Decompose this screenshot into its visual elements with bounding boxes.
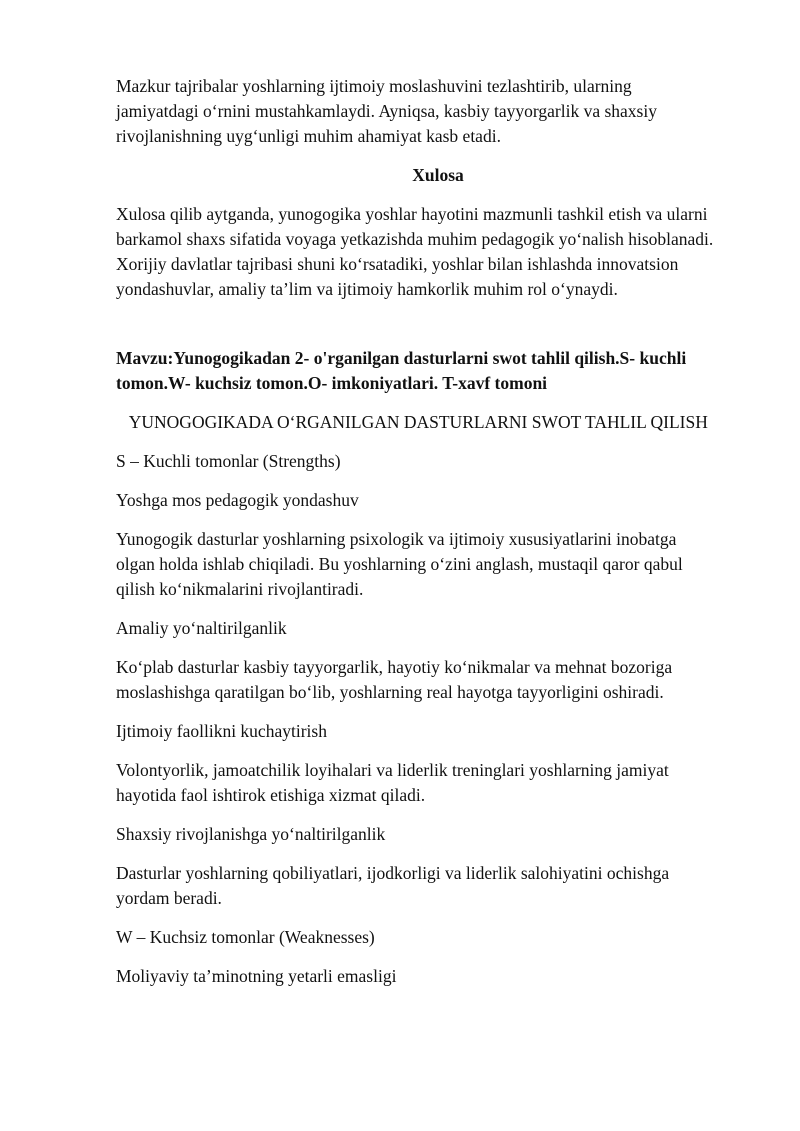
strength-4-title: Shaxsiy rivojlanishga yo‘naltirilganlik xyxy=(116,824,386,844)
strengths-heading: S – Kuchli tomonlar (Strengths) xyxy=(116,451,341,471)
conclusion-heading: Xulosa xyxy=(412,165,464,185)
swot-title-text: YUNOGOGIKADA O‘RGANILGAN DASTURLARNI SWOT TAHLIL QILISH xyxy=(128,412,708,432)
intro-paragraph: Mazkur tajribalar yoshlarning ijtimoiy moslashuvini tezlashtirib, ularning jamiyatdagi o‘rnini mustahkamlaydi. Ayniqsa, kasbiy tayyorgarlik va shaxsiy rivojlanishning uyg‘unligi muhim ahamiyat kasb etadi. xyxy=(116,76,657,146)
strength-2-text: Ko‘plab dasturlar kasbiy tayyorgarlik, hayotiy ko‘nikmalar va mehnat bozoriga moslashishga qaratilgan bo‘lib, yoshlarning real hayotga tayyorligini oshiradi. xyxy=(116,657,673,702)
strength-2-title: Amaliy yo‘naltirilganlik xyxy=(116,618,287,638)
strength-1-title: Yoshga mos pedagogik yondashuv xyxy=(116,490,359,510)
strength-4-text: Dasturlar yoshlarning qobiliyatlari, ijodkorligi va liderlik salohiyatini ochishga yordam beradi. xyxy=(116,863,670,908)
topic-line: Mavzu:Yunogogikadan 2- o'rganilgan dasturlarni swot tahlil qilish.S- kuchli tomon.W- kuchsiz tomon.O- imkoniyatlari. T-xavf tomoni xyxy=(116,348,687,393)
weaknesses-heading: W – Kuchsiz tomonlar (Weaknesses) xyxy=(116,927,375,947)
strength-3-title: Ijtimoiy faollikni kuchaytirish xyxy=(116,721,327,741)
strength-3-text: Volontyorlik, jamoatchilik loyihalari va liderlik treninglari yoshlarning jamiyat hayotida faol ishtirok etishiga xizmat qiladi. xyxy=(116,760,669,805)
weakness-1-title: Moliyaviy ta’minotning yetarli emasligi xyxy=(116,966,397,986)
swot-title xyxy=(116,410,716,435)
conclusion-paragraph: Xulosa qilib aytganda, yunogogika yoshlar hayotini mazmunli tashkil etish va ularni barkamol shaxs sifatida voyaga yetkazishda muhim pedagogik yo‘nalish hisoblanadi. Xorijiy davlatlar tajribasi shuni ko‘rsatadiki, yoshlar bilan ishlashda innovatsion yondashuvlar, amaliy ta’lim va ijtimoiy hamkorlik muhim rol o‘ynaydi. xyxy=(116,204,714,299)
strength-1-text: Yunogogik dasturlar yoshlarning psixologik va ijtimoiy xususiyatlarini inobatga olgan holda ishlab chiqiladi. Bu yoshlarning o‘zini anglash, mustaqil qaror qabul qilish ko‘nikmalarini rivojlantiradi. xyxy=(116,529,683,599)
document-page xyxy=(116,74,716,1003)
